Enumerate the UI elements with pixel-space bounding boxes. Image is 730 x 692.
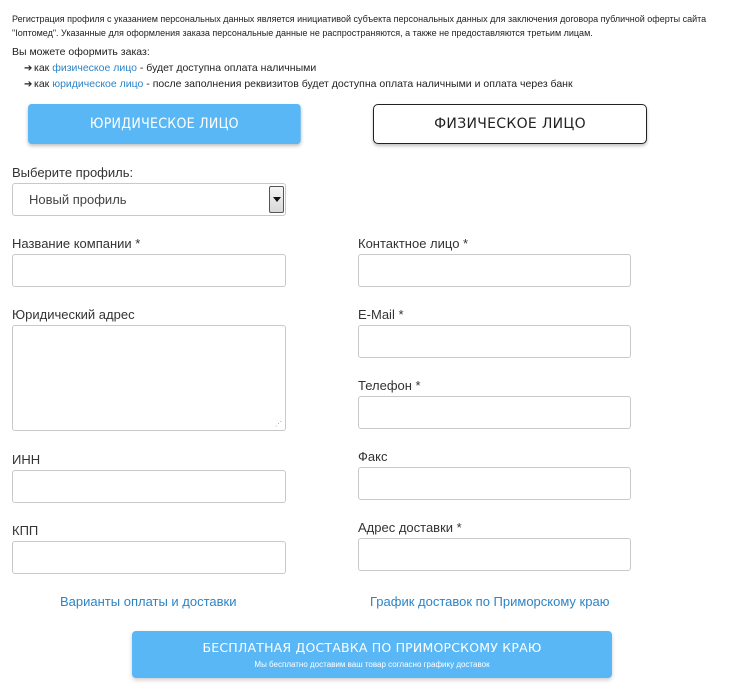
order-option-individual <box>24 62 316 74</box>
order-option-prefix: как <box>34 78 53 90</box>
profile-select-label: Выберите профиль: <box>12 165 134 180</box>
delivery-schedule-link[interactable]: График доставок по Приморскому краю <box>370 594 610 609</box>
individual-link[interactable]: физическое лицо <box>52 62 137 74</box>
kpp-label: КПП <box>12 523 39 538</box>
order-option-suffix: - после заполнения реквизитов будет доступна оплата наличными и оплата через банк <box>143 78 573 90</box>
order-option-suffix: - будет доступна оплата наличными <box>136 62 317 74</box>
contact-person-input[interactable] <box>358 254 631 287</box>
legal-address-label: Юридический адрес <box>12 307 135 322</box>
free-delivery-subtitle: Мы бесплатно доставим ваш товар согласно графику доставок <box>254 660 490 669</box>
phone-input[interactable] <box>358 396 631 429</box>
fax-label: Факс <box>358 449 388 464</box>
order-intro: Вы можете оформить заказ: <box>12 46 150 58</box>
order-option-prefix: как <box>34 62 53 74</box>
legal-entity-link[interactable]: юридическое лицо <box>52 78 144 90</box>
company-name-label: Название компании * <box>12 236 141 251</box>
payment-delivery-link[interactable]: Варианты оплаты и доставки <box>60 594 237 609</box>
kpp-input[interactable] <box>12 541 286 574</box>
inn-input[interactable] <box>12 470 286 503</box>
inn-label: ИНН <box>12 452 41 467</box>
arrow-right-icon: ➔ <box>24 79 33 90</box>
resize-grip-icon[interactable]: ⋰ <box>275 421 282 428</box>
arrow-right-icon: ➔ <box>24 63 33 74</box>
phone-label: Телефон * <box>358 378 421 393</box>
fax-input[interactable] <box>358 467 631 500</box>
legal-entity-button[interactable]: ЮРИДИЧЕСКОЕ ЛИЦО <box>28 104 301 144</box>
free-delivery-title: БЕСПЛАТНАЯ ДОСТАВКА ПО ПРИМОРСКОМУ КРАЮ <box>202 640 542 655</box>
delivery-address-label: Адрес доставки * <box>358 520 462 535</box>
privacy-notice: Регистрация профиля с указанием персональных данных является инициативой субъекта персональных данных для заключения договора публичной оферты сайта "Ioптомед". Указанные для оформления заказа персональные данные не распространяются, а также не предоставляются третьим лицам. <box>12 14 707 38</box>
profile-select-value: Новый профиль <box>29 192 127 207</box>
email-label: E-Mail * <box>358 307 404 322</box>
delivery-address-input[interactable] <box>358 538 631 571</box>
chevron-down-icon[interactable] <box>269 186 284 213</box>
individual-button[interactable]: ФИЗИЧЕСКОЕ ЛИЦО <box>373 104 647 144</box>
legal-address-textarea[interactable] <box>12 325 286 431</box>
order-option-legal <box>24 78 573 90</box>
profile-select[interactable] <box>12 183 286 216</box>
contact-person-label: Контактное лицо * <box>358 236 469 251</box>
email-input[interactable] <box>358 325 631 358</box>
company-name-input[interactable] <box>12 254 286 287</box>
free-delivery-button[interactable] <box>132 631 612 678</box>
